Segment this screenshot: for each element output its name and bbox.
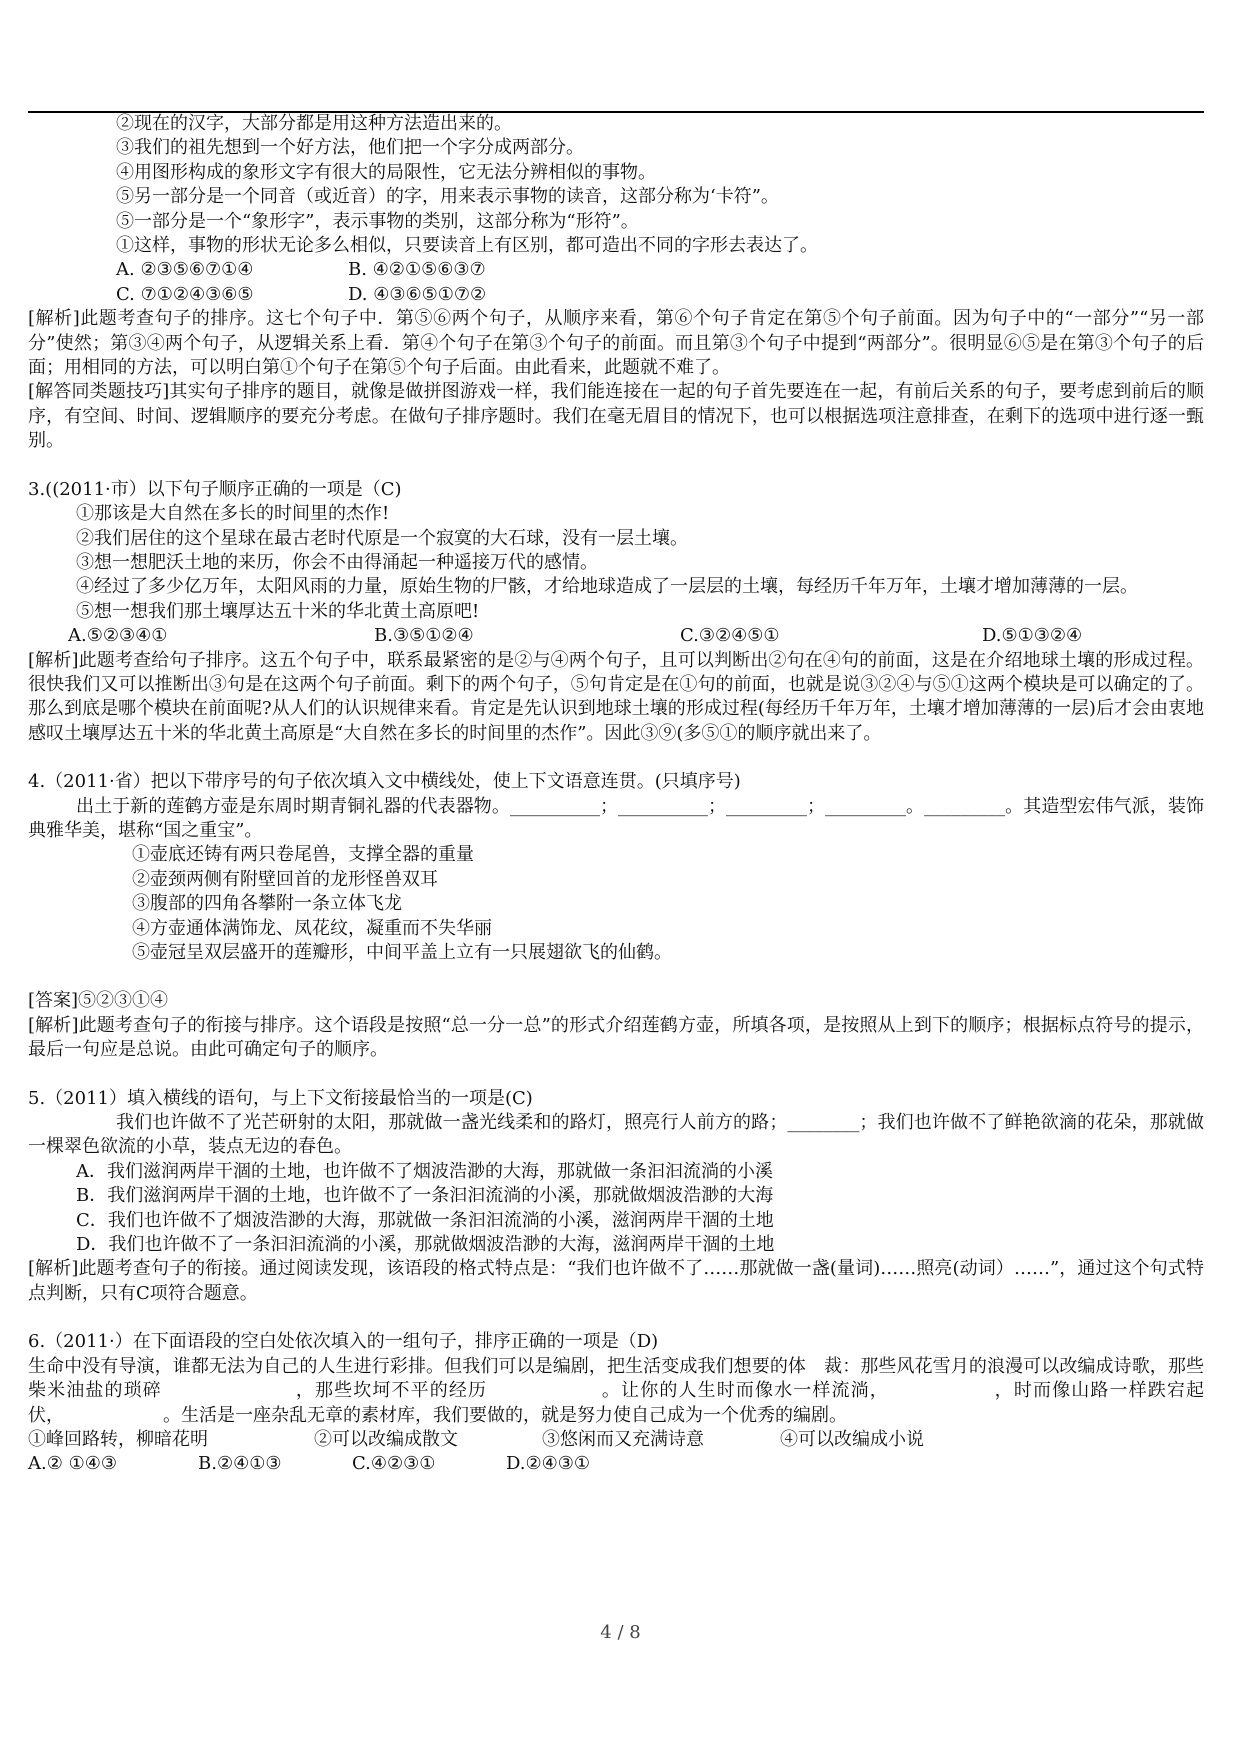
q4-item-3: ③腹部的四角各攀附一条立体飞龙 <box>132 893 402 915</box>
intro-sentence-5: ⑤另一部分是一个同音（或近音）的字，用来表示事物的读音，这部分称为‘卡符”。 <box>116 186 779 208</box>
intro-sentence-3: ③我们的祖先想到一个好方法，他们把一个字分成两部分。 <box>116 137 584 159</box>
intro-option-c: C. ⑦①②④③⑥⑤ <box>116 283 254 305</box>
q3-sentence-4: ④经过了多少亿万年，太阳风雨的力量，原始生物的尸骸，才给地球造成了一层层的土壤，每经历千年万年，土壤才增加薄薄的一层。 <box>76 576 1138 598</box>
q6-choice-3: ③悠闲而又充满诗意 <box>542 1428 704 1450</box>
intro-tip: [解答同类题技巧]其实句子排序的题目，就像是做拼图游戏一样，我们能连接在一起的句子首先要连在一起，有前后关系的句子，要考虑到前后的顺序，有空间、时间、逻辑顺序的要充分考虑。在做句子排序题时。我们在毫无眉目的情况下，也可以根据选项注意排查，在剩下的选项中进行逐一甄别。 <box>28 381 1204 452</box>
q5-passage: 我们也许做不了光芒研射的太阳，那就做一盏光线柔和的路灯，照亮行人前方的路；________；我们也许做不了鲜艳欲滴的花朵，那就做一棵翠色欲流的小草，装点无边的春色。 <box>28 1112 1204 1158</box>
q6-option-d: D.②④③① <box>506 1453 591 1475</box>
intro-sentence-2: ②现在的汉字，大部分都是用这种方法造出来的。 <box>116 113 512 134</box>
q6-option-a: A.② ①④③ <box>28 1453 117 1475</box>
q5-option-d: D．我们也许做不了一条汩汩流淌的小溪，那就做烟波浩渺的大海，滋润两岸干涸的土地 <box>76 1234 775 1256</box>
q6-option-b: B.②④①③ <box>198 1453 282 1475</box>
q4-stem: 4.（2011·省）把以下带序号的句子依次填入文中横线处，使上下文语意连贯。(只填序号) <box>28 771 741 793</box>
q5-analysis: [解析]此题考查句子的衔接。通过阅读发现，该语段的格式特点是：“我们也许做不了……那就做一盏(量词)……照亮(动词）……”，通过这个句式特点判断，只有C项符合题意。 <box>28 1258 1204 1304</box>
q3-option-d: D.⑤①③②④ <box>982 625 1083 647</box>
q6-options <box>28 1452 1204 1476</box>
q4-item-1: ①壶底还铸有两只卷尾兽，支撑全器的重量 <box>132 844 474 866</box>
intro-option-a: A. ②③⑤⑥⑦①④ <box>116 259 254 281</box>
q3-sentence-1: ①那该是大自然在多长的时间里的杰作! <box>76 503 390 525</box>
intro-sentence-4: ④用图形构成的象形文字有很大的局限性，它无法分辨相似的事物。 <box>116 161 656 183</box>
q3-option-b: B.③⑤①②④ <box>374 625 474 647</box>
q3-options <box>28 624 1204 648</box>
intro-options-row-2 <box>28 283 1204 307</box>
page-number: 4 / 8 <box>600 1622 641 1643</box>
q6-choice-1: ①峰回路转，柳暗花明 <box>28 1428 208 1450</box>
q5-stem: 5.（2011）填入横线的语句，与上下文衔接最恰当的一项是(C) <box>28 1087 533 1109</box>
intro-sentence-1: ①这样，事物的形状无论多么相似，只要读音上有区别，都可造出不同的字形去表达了。 <box>116 235 818 257</box>
intro-option-b: B. ④②①⑤⑥③⑦ <box>348 259 486 281</box>
q4-analysis: [解析]此题考查句子的衔接与排序。这个语段是按照“总一分一总”的形式介绍莲鹤方壶，所填各项，是按照从上到下的顺序；根据标点符号的提示，最后一句应是总说。由此可确定句子的顺序。 <box>28 1014 1204 1061</box>
q5-option-a: A．我们滋润两岸干涸的土地，也许做不了烟波浩渺的大海，那就做一条汩汩流淌的小溪 <box>76 1160 773 1182</box>
q6-choice-4: ④可以改编成小说 <box>780 1428 924 1450</box>
q5-option-c: C．我们也许做不了烟波浩渺的大海，那就做一条汩汩流淌的小溪，滋润两岸干涸的土地 <box>76 1209 774 1231</box>
intro-options-row-1 <box>28 258 1204 282</box>
q3-option-c: C.③②④⑤① <box>680 625 780 647</box>
q4-item-2: ②壶颈两侧有附壁回首的龙形怪兽双耳 <box>132 868 438 890</box>
q5-option-b: B．我们滋润两岸干涸的土地，也许做不了一条汩汩流淌的小溪，那就做烟波浩渺的大海 <box>76 1185 774 1207</box>
q3-analysis: [解析]此题考查给句子排序。这五个句子中，联系最紧密的是②与④两个句子，且可以判断出②句在④句的前面，这是在介绍地球土壤的形成过程。很快我们又可以推断出③句是在这两个句子前面。剩下的两个句子，⑤句肯定是在①句的前面，也就是说③②④与⑤①这两个模块是可以确定的了。那么到底是哪个模块在前面呢?从人们的认识规律来看。肯定是先认识到地球土壤的形成过程(每经历千年万年，土壤才增加薄薄的一层)后才会由衷地感叹土壤厚达五十米的华北黄土高原是“大自然在多长的时间里的杰作”。因此③⑨(多⑤①的顺序就出来了。 <box>28 649 1204 744</box>
q3-sentence-3: ③想一想肥沃土地的来历，你会不由得涌起一种遥接万代的感情。 <box>76 551 598 573</box>
q3-stem: 3.((2011·市）以下句子顺序正确的一项是（C) <box>28 478 402 500</box>
q6-choices <box>28 1428 1204 1452</box>
q4-item-4: ④方壶通体满饰龙、凤花纹，凝重而不失华丽 <box>132 917 492 939</box>
q3-sentence-2: ②我们居住的这个星球在最古老时代原是一个寂寞的大石球，没有一层土壤。 <box>76 527 688 549</box>
q3-sentence-5: ⑤想一想我们那土壤厚达五十米的华北黄土高原吧! <box>76 600 480 622</box>
intro-option-d: D. ④③⑥⑤①⑦② <box>348 283 487 305</box>
q6-choice-2: ②可以改编成散文 <box>314 1428 458 1450</box>
q3-option-a: A.⑤②③④① <box>68 625 168 647</box>
page-content <box>28 112 1204 1477</box>
q4-answer: [答案]⑤②③①④ <box>28 990 169 1012</box>
intro-analysis: [解析]此题考查句子的排序。这七个句子中．第⑤⑥两个句子，从顺序来看，第⑥个句子肯定在第⑤个句子前面。因为句子中的“一部分”“另一部分”使然；第③④两个句子，从逻辑关系上看．第④个句子在第③个句子的前面。而且第③个句子中提到“两部分”。很明显⑥⑤是在第③个句子的后面；用相同的方法，可以明白第①个句子在第⑤个句子后面。由此看来，此题就不难了。 <box>28 308 1204 379</box>
q4-passage: 出土于新的莲鹤方壶是东周时期青铜礼器的代表器物。__________；__________；_________；_________。_________。其造型宏伟气派，装饰典雅华美，堪称“国之重宝”。 <box>28 795 1204 841</box>
q6-passage: 生命中没有导演，谁都无法为自己的人生进行彩排。但我们可以是编剧，把生活变成我们想要的体 裁：那些风花雪月的浪漫可以改编成诗歌，那些柴米油盐的琐碎 ，那些坎坷不平的经历 。让你的人生时而像水一样流淌， ，时而像山路一样跌宕起伏， 。生活是一座杂乱无章的素材库，我们要做的，就是努力使自己成为一个优秀的编剧。 <box>28 1355 1204 1426</box>
q4-item-5: ⑤壶冠呈双层盛开的莲瓣形，中间平盖上立有一只展翅欲飞的仙鹤。 <box>132 942 672 963</box>
q6-stem: 6.（2011·）在下面语段的空白处依次填入的一组句子，排序正确的一项是（D) <box>28 1331 659 1353</box>
intro-sentence-6: ⑤一部分是一个“象形字”，表示事物的类别，这部分称为“形符”。 <box>116 210 639 232</box>
q6-option-c: C.④②③① <box>352 1453 436 1475</box>
